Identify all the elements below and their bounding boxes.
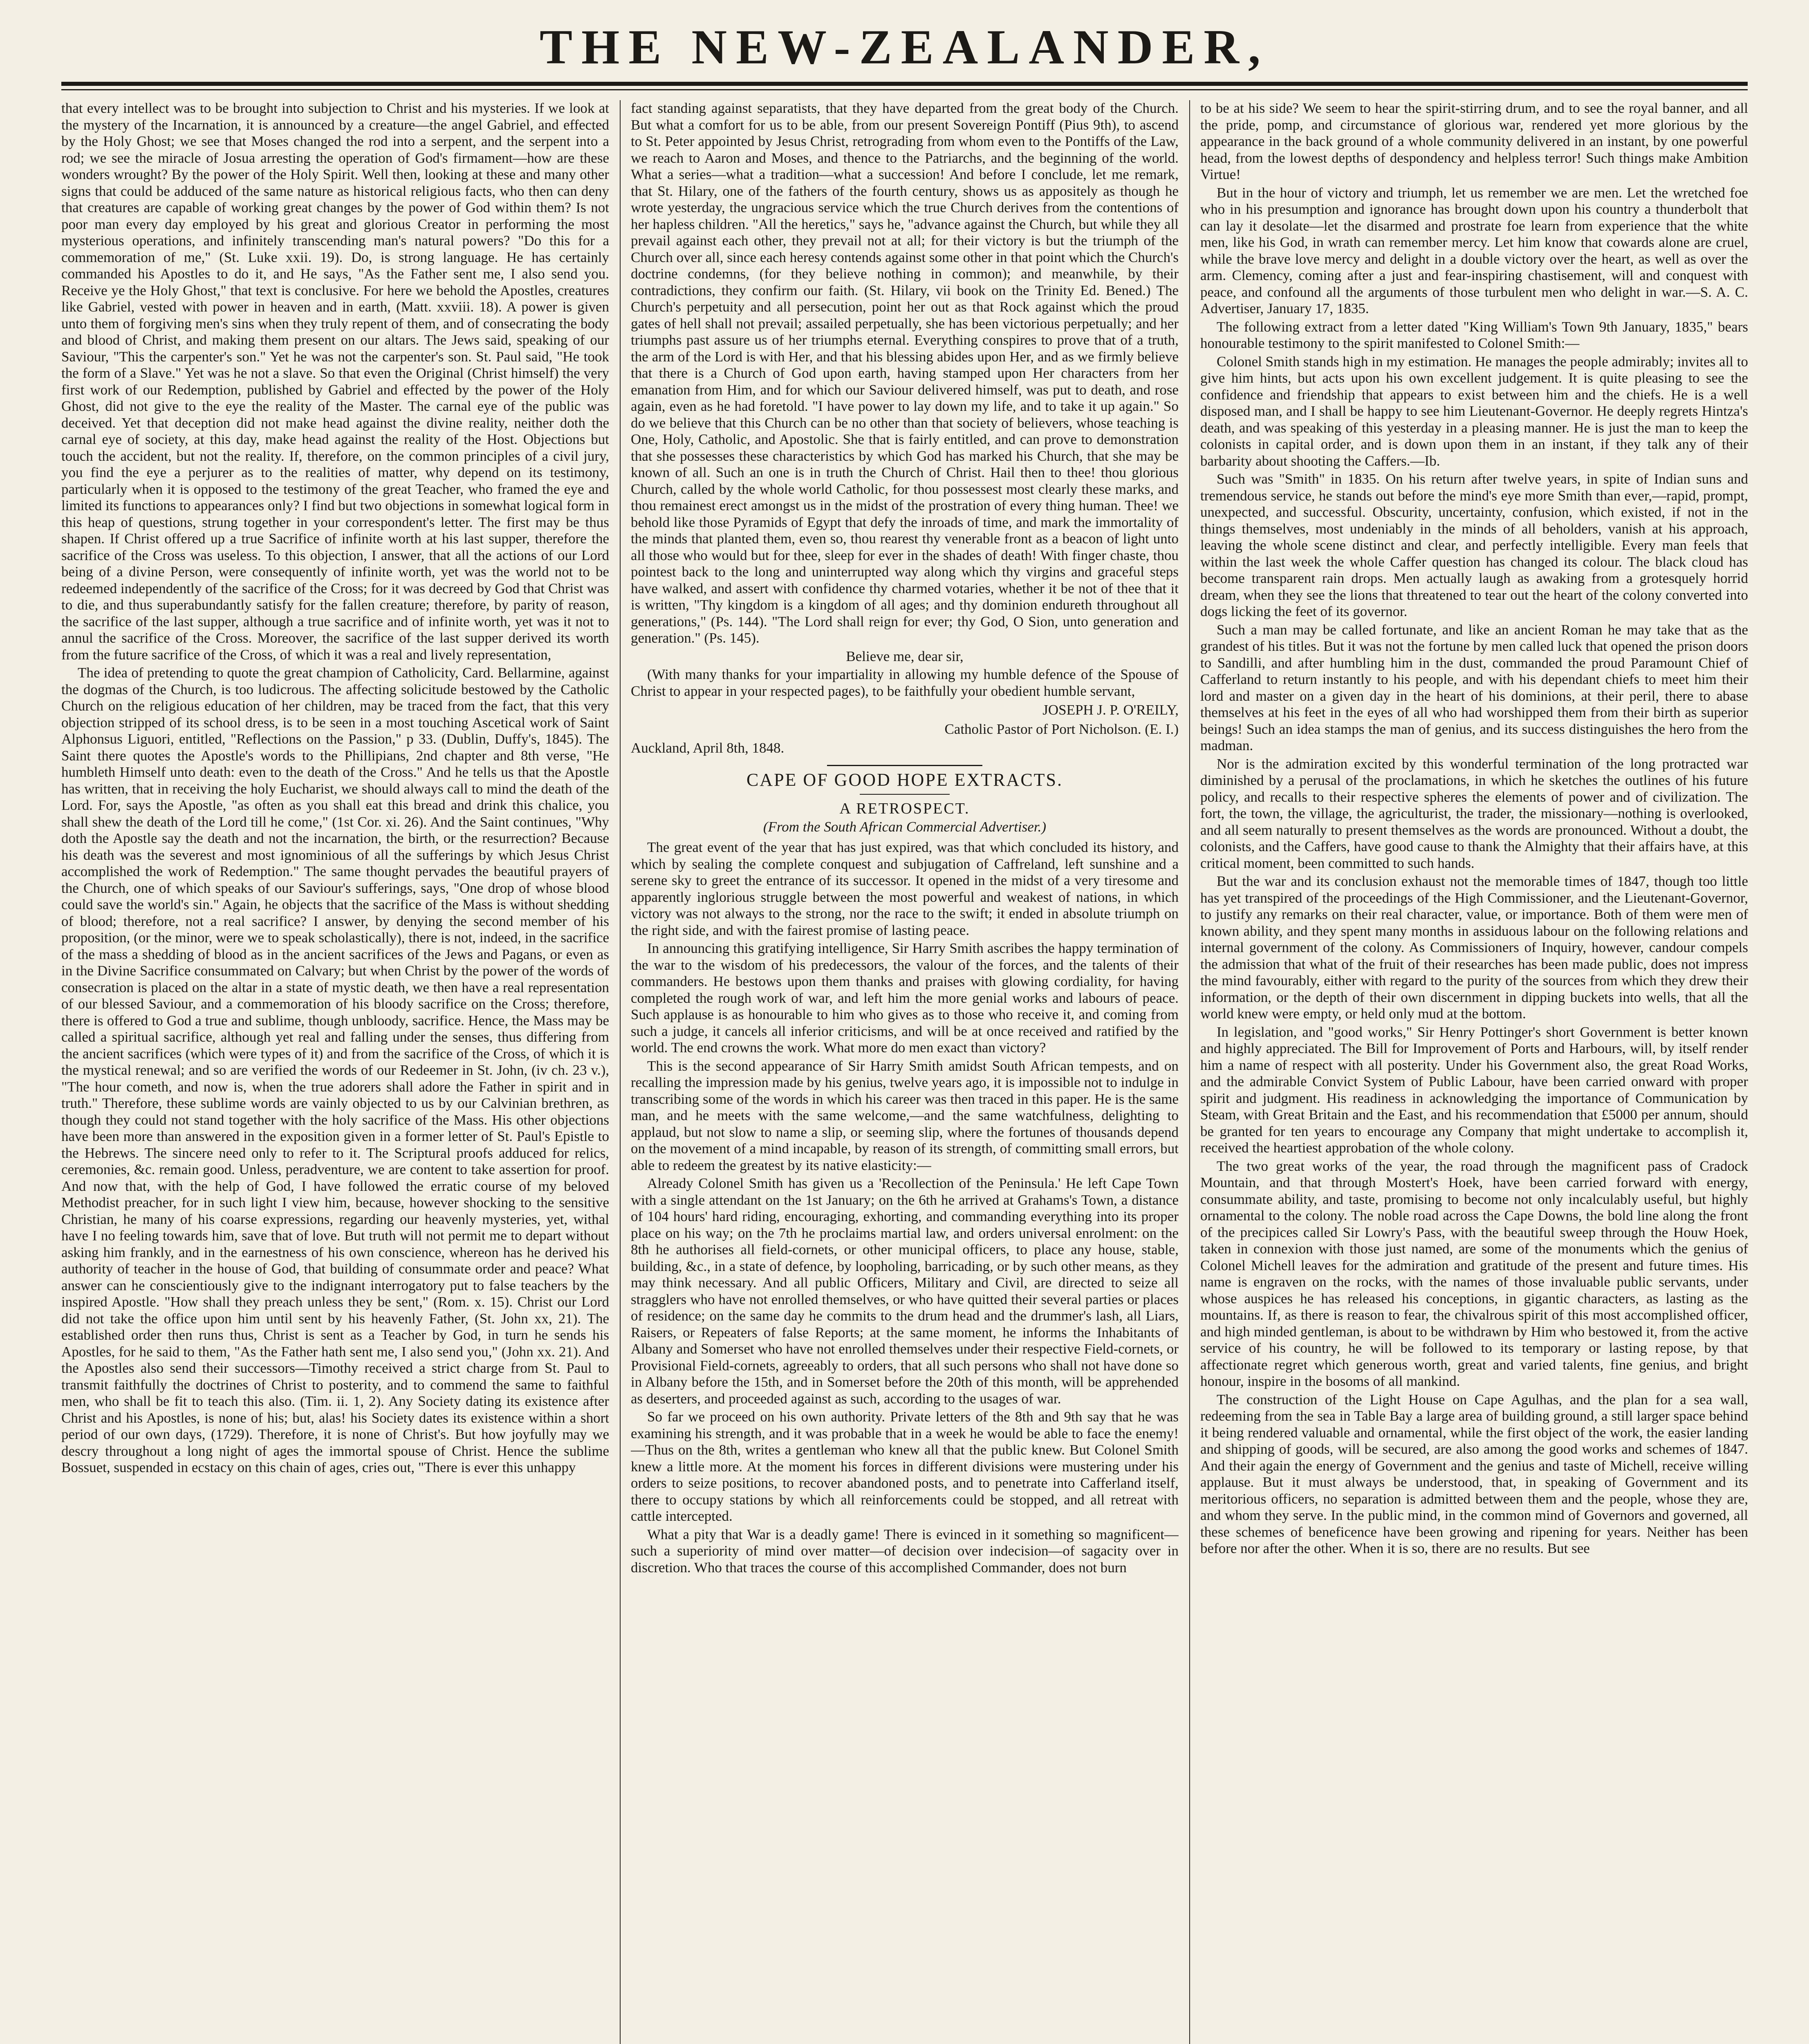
article-paragraph: This is the second appearance of Sir Harry Smith amidst South African tempests, and on recalling the impression made by his genius, twelve years ago, it is impossible not to indulge in transcribing some of the words in which his career was then traced in this paper. He is the same man, and he meets with the same welcome,—and the same watchfulness, delighting to applaud, but not slow to name a slip, or seeming slip, where the fortunes of thousands depend on the movement of a mind incapable, by reason of its strength, of committing small errors, but able to redeem the greatest by its native elasticity:—: [631, 1058, 1179, 1173]
article-paragraph: What a pity that War is a deadly game! There is evinced in it something so magnificent—such a superiority of mind over matter—of decision over indecision—of sagacity over in discretion. Who that traces the course of this accomplished Commander, does not burn: [631, 1526, 1179, 1576]
article-paragraph: The two great works of the year, the road through the magnificent pass of Cradock Mountain, and that through Mostert's Hoek, have been carried forward with energy, consummate ability, and taste, promising to become not only incalculably useful, but highly ornamental to the colony. The noble road across the Cape Downs, the bold line along the front of the precipices called Sir Lowry's Pass, with the beautiful sweep through the Houw Hoek, taken in connexion with those just named, are some of the monuments which the genius of Colonel Michell leaves for the admiration and gratitude of the present and future times. His name is engraven on the rocks, with the names of those invaluable public servants, under whose auspices he has released his conceptions, in gigantic characters, as lasting as the mountains. If, as there is reason to fear, the chivalrous spirit of this most accomplished officer, and high minded gentleman, is about to be withdrawn by Him who bestowed it, from the active service of his country, he will be followed to its temporary or lasting repose, by that affectionate regret which generous worth, great and varied talents, fine genius, and bright honour, inspire in the bosoms of all mankind.: [1200, 1158, 1748, 1389]
column-divider: [620, 100, 621, 2044]
letter-paragraph: fact standing against separatists, that they have departed from the great body of the Church. But what a comfort for us to be able, from our present Sovereign Pontiff (Pius 9th), to ascend to St. Peter appointed by Jesus Christ, retrograding from whom even to the Pontiffs of the Law, we reach to Aaron and Moses, and thence to the Patriarchs, and the beginning of the world. What a series—what a tradition—what a succession! And before I conclude, let me remark, that St. Hilary, one of the fathers of the fourth century, shows us as appositely as though he wrote yesterday, the ungracious service which the true Church derives from the contentions of her hapless children. "All the heretics," says he, "advance against the Church, but while they all prevail against each other, they prevail not at all; for their victory is but the triumph of the Church over all, since each heresy contends against some other in that point which the Church's doctrine condemns, (for they believe nothing in common); and meanwhile, by their contradictions, they confirm our faith. (St. Hilary, vii book on the Trinity Ed. Bened.) The Church's perpetuity and all persecution, point her out as that Rock against which the proud gates of hell shall not prevail; assailed perpetually, she has been victorious perpetually; and her triumphs past assure us of her triumphs eternal. Everything conspires to prove that of a truth, the arm of the Lord is with Her, and that his blessing abides upon Her, and as we firmly believe that there is a Church of God upon earth, having stamped upon Her characters from her emanation from Him, and for which our Saviour delivered himself, was put to death, and rose again, even as he had foretold. "I have power to lay down my life, and to take it up again." So do we believe that this Church can be no other than that society of believers, whose teaching is One, Holy, Catholic, and Apostolic. She that is fairly entitled, and can prove to demonstration that she possesses these characteristics by which God has marked his Church, that she may be known of all. Such an one is in truth the Church of Christ. Hail then to thee! thou glorious Church, called by the whole world Catholic, for thou possessest most clearly these marks, and thou remainest erect amongst us in the midst of the prostration of every thing human. Thee! we behold like those Pyramids of Egypt that defy the inroads of time, and mark the immortality of the minds that planted them, even so, thou rearest thy venerable front as a beacon of light unto all those who would but for thee, sleep for ever in the shades of death! With finger chaste, thou pointest back to the long and uninterrupted way along which thy virgins and graceful steps have walked, and assert with confidence thy charmed votaries, whether it be not of thee that it is written, "Thy kingdom is a kingdom of all ages; and thy dominion endureth throughout all generations," (Ps. 144). "The Lord shall reign for ever; thy God, O Sion, unto generation and generation." (Ps. 145).: [631, 100, 1179, 646]
article-paragraph: The great event of the year that has just expired, was that which concluded its history, and which by sealing the complete conquest and subjugation of Caffreland, left sunshine and a serene sky to greet the entrance of its successor. It opened in the midst of a very tiresome and apparently inglorious struggle between the most powerful and weakest of nations, in which victory was not always to the strong, nor the race to the swift; it ended in absolute triumph on the right side, and with the fairest promise of lasting peace.: [631, 839, 1179, 938]
letter-closing: Believe me, dear sir,: [846, 648, 964, 664]
column-1: [61, 100, 609, 2044]
article-paragraph: Already Colonel Smith has given us a 'Recollection of the Peninsula.' He left Cape Town with a single attendant on the 1st January; on the 6th he arrived at Grahams's Town, a distance of 104 hours' hard riding, encouraging, exhorting, and commanding everything into its proper place on his way; on the 7th he proclaims martial law, and orders universal enrolment: on the 8th he authorises all field-cornets, or other municipal officers, to place any house, stable, building, &c., in a state of defence, by loopholing, barricading, or by such other means, as they may think necessary. And all public Officers, Military and Civil, are directed to seize all stragglers who have not enrolled themselves, or who have quitted their several parties or places of residence; on the same day he commits to the drum head and the drummer's lash, all Liars, Raisers, or Repeaters of false Reports; at the same moment, he informs the Inhabitants of Albany and Somerset who have not enrolled themselves under their respective Field-cornets, or Provisional Field-cornets, agreeably to orders, that all such persons who shall not have done so in Albany before the 15th, and in Somerset before the 20th of this month, will be apprehended as deserters, and proceeded against as such, according to the usages of war.: [631, 1175, 1179, 1407]
masthead-rule-thin: [61, 89, 1748, 90]
letter-closing-paragraph: (With many thanks for your impartiality in allowing my humble defence of the Spouse of Christ to appear in your respected pages), to be faithfully your obedient humble servant,: [631, 666, 1179, 699]
heading-separator: [860, 794, 950, 795]
signature-place-date: Auckland, April 8th, 1848.: [631, 740, 785, 756]
masthead-rule-thick: [61, 82, 1748, 86]
column-3: [1200, 100, 1748, 2044]
article-paragraph: Nor is the admiration excited by this wonderful termination of the long protracted war diminished by a perusal of the proclamations, in which he sketches the outlines of his future policy, and recalls to their respective spheres the elements of power and of civilization. The fort, the town, the village, the agriculturist, the trader, the missionary—nothing is overlooked, and all seem naturally to present themselves as the words are pronounced. Without a doubt, the colonists, and the Caffers, have good cause to thank the Almighty that their affairs have, at this critical moment, been committed to such hands.: [1200, 755, 1748, 871]
article-heading: A RETROSPECT.: [839, 800, 970, 817]
signature-name: JOSEPH J. P. O'REILY,: [1042, 702, 1179, 718]
article-paragraph: Colonel Smith stands high in my estimation. He manages the people admirably; invites all to give him hints, but acts upon his own excellent judgement. It is quite pleasing to see the confidence and friendship that appears to exist between him and the chiefs. He is a well disposed man, and I shall be happy to see him Lieutenant-Governor. He deeply regrets Hintza's death, and was speaking of this yesterday in a pleasing manner. He is just the man to keep the colonists in capital order, and is down upon them in an instant, if they talk any of their barbarity about shooting the Caffers.—Ib.: [1200, 353, 1748, 469]
article-source: (From the South African Commercial Advertiser.): [763, 818, 1047, 835]
article-paragraph: The following extract from a letter dated "King William's Town 9th January, 1835," bears honourable testimony to the spirit manifested to Colonel Smith:—: [1200, 318, 1748, 351]
section-separator: [827, 765, 982, 766]
letter-paragraph: The idea of pretending to quote the great champion of Catholicity, Card. Bellarmine, against the dogmas of the Church, is too ludicrous. The affecting solicitude bestowed by the Catholic Church on the religious education of her children, may be traced from the fact, that this very objection stripped of its school dress, is to be seen in a most touching Ascetical work of Saint Alphonsus Liguori, entitled, "Reflections on the Passion," p 33. (Dublin, Duffy's, 1845). The Saint there quotes the Apostle's words to the Phillipians, 2nd chapter and 8th verse, "He humbleth Himself unto death: even to the death of the Cross." And he tells us that the Apostle has written, that in receiving the holy Eucharist, we should always call to mind the death of the Lord. For, says the Apostle, "as often as you shall eat this bread and drink this chalice, you shall shew the death of the Lord till he come," (1st Cor. xi. 26). And the Saint continues, "Why doth the Apostle say the death and not the incarnation, the birth, or the resurrection? Because his death was the severest and most ignominious of all the sufferings by which Jesus Christ accomplished the work of Redemption." The same thought pervades the beautiful prayers of the Church, one of which speaks of our Saviour's sufferings, says, "One drop of whose blood could save the world's sin." Again, he objects that the sacrifice of the Mass is without shedding of blood; therefore, not a real sacrifice? I answer, by denying the second member of his proposition, (or the minor, were we to speak scholastically), there is not, indeed, in the sacrifice of the mass a shedding of blood as in the ancient sacrifices of the Jews and Pagans, or even as in the Divine Sacrifice consummated on Calvary; but when Christ by the power of the words of consecration is placed on the altar in a state of mystic death, we then have a real representation of our blessed Saviour, and a commemoration of his bloody sacrifice on the Cross; therefore, there is offered to God a true and sublime, though unbloody, sacrifice. Hence, the Mass may be called a spiritual sacrifice, although yet real and falling under the senses, thus differing from the ancient sacrifices (which were types of it) and from the sacrifice of the Cross, of which it is the mystical renewal; and so are verified the words of our Redeemer in St. John, (iv ch. 23 v.), "The hour cometh, and now is, when the true adorers shall adore the Father in spirit and in truth." Therefore, these sublime words are vainly objected to us by our Calvinian brethren, as though they could not stand together with the holy sacrifice of the Mass. His other objections have been more than answered in the exposition given in a former letter of St. Paul's Epistle to the Hebrews. The sincere need only to refer to it. The Scriptural proofs adduced for relics, ceremonies, &c. remain good. Unless, peradventure, we are content to take assertion for proof. And now that, with the help of God, I have followed the erratic course of my beloved Methodist preacher, for in such light I view him, because, however shocking to the sensitive Christian, he many of his coarse expressions, regarding our heavenly mysteries, yet, withal have I no feeling towards him, save that of love. But truth will not permit me to depart without asking him frankly, and in the earnestness of his own conscience, whereon has he derived his authority of teacher in the house of God, that building of consummate order and peace? What answer can he conscientiously give to the indignant interrogatory put to false teachers by the inspired Apostle. "How shall they preach unless they be sent," (Rom. x. 15). Christ our Lord did not take the office upon him until sent by his heavenly Father, (St. John xx, 21). The established order then runs thus, Christ is sent as a Teacher by God, in turn he sends his Apostles, for he said to them, "As the Father hath sent me, I also send you," (John xx. 21). And the Apostles also send their successors—Timothy received a strict charge from St. Paul to transmit faithfully the doctrines of Christ to posterity, and to commend the same to faithful men, who shall be fit to teach this also. (Tim. ii. 1, 2). Any Society dating its existence after Christ and his Apostles, is none of his; but, alas! his Society dates its existence within a short period of our own days, (1729). Therefore, it is none of Christ's. But how joyfully may we descry throughout a long night of ages the immortal spouse of Christ. Hence the sublime Bossuet, suspended in ecstacy on this chain of ages, cries out, "There is ever this unhappy: [61, 665, 609, 1475]
article-paragraph: In announcing this gratifying intelligence, Sir Harry Smith ascribes the happy termination of the war to the wisdom of his predecessors, the valour of the forces, and the talents of their commanders. He bestows upon them thanks and praises with glowing cordiality, for having completed the rough work of war, and left him the more genial works and labours of peace. Such applause is as honourable to him who gives as to those who receive it, and coming from such a judge, it cancels all inferior criticisms, and will be at once received and ratified by the world. The end crowns the work. What more do men exact than victory?: [631, 940, 1179, 1056]
article-paragraph: In legislation, and "good works," Sir Henry Pottinger's short Government is better known and highly appreciated. The Bill for Improvement of Ports and Harbours, will, by itself render him a name of respect with all posterity. Under his Government also, the great Road Works, and the admirable Convict System of Public Labour, have been carried onward with proper spirit and judgment. His readiness in acknowledging the importance of Communication by Steam, with Great Britain and the East, and his recommendation that £5000 per annum, should be granted for ten years to encourage any Company that might undertake to accomplish it, received the heartiest approbation of the whole colony.: [1200, 1024, 1748, 1156]
article-paragraph: So far we proceed on his own authority. Private letters of the 8th and 9th say that he was examining his strength, and it was probable that in a week he would be able to face the enemy!—Thus on the 8th, writes a gentleman who knew all that the public knew. But Colonel Smith knew a little more. At the moment his forces in different divisions were mustering under his orders to seize positions, to recover abandoned posts, and to penetrate into Cafferland itself, there to occupy stations by which all reinforcements could be stopped, and all retreat with cattle intercepted.: [631, 1409, 1179, 1524]
letter-paragraph: that every intellect was to be brought into subjection to Christ and his mysteries. If we look at the mystery of the Incarnation, it is announced by a creature—the angel Gabriel, and effected by the Holy Ghost; we see that Moses changed the rod into a serpent, and the serpent into a rod; we see the miracle of Josua arresting the operation of God's firmament—how are these wonders wrought? By the power of the Holy Spirit. Well then, looking at these and many other signs that could be adduced of the same nature as historical religious facts, who then can deny that creatures are capable of working great changes by the power of God within them? Is not poor man every day employed by his great and glorious Creator in performing the most mysterious operations, and infinitely transcending man's natural powers? "Do this for a commemoration of me," (St. Luke xxii. 19). Do, is strong language. He has certainly commanded his Apostles to do it, and He says, "As the Father sent me, I also send you. Receive ye the Holy Ghost," that text is conclusive. For here we behold the Apostles, creatures like Gabriel, vested with power in heaven and in earth, (Matt. xxviii. 18). A power is given unto them of forgiving men's sins when they truly repent of them, and of consecrating the body and blood of Christ, and making them present on our altars. The Jews said, speaking of our Saviour, "This the carpenter's son." Yet he was not the carpenter's son. St. Paul said, "He took the form of a Slave." Yet was he not a slave. So that even the Original (Christ himself) the very first work of our Redemption, published by Gabriel and effected by the power of the Holy Ghost, did not give to the eye the reality of the Master. The carnal eye of the public was deceived. Yet that deception did not make head against the divine reality, neither doth the carnal eye of society, at this day, make head against the reality of the Host. Objections but touch the accident, but not the reality. If, therefore, on the common principles of a civil jury, you find the eye a perjurer as to the realities of matter, why depend on its testimony, particularly when it is opposed to the testimony of the great Teacher, who framed the eye and limited its functions to appearances only? I find but two objections in somewhat logical form in this heap of questions, strung together in your correspondent's letter. The first may be thus shapen. If Christ offered up a true Sacrifice of infinite worth at his last supper, therefore the sacrifice of the Cross was useless. To this objection, I answer, that all the actions of our Lord being of a divine Person, were consequently of infinite worth, yet was the world not to be redeemed independently of the sacrifice of the Cross; for it was decreed by God that Christ was to die, and thus superabundantly satisfy for the fallen creature; therefore, by parity of reason, the sacrifice of the last supper, although a true sacrifice and of infinite worth, yet was it not to annul the sacrifice of the Cross. Moreover, the sacrifice of the last supper derived its worth from the future sacrifice of the Cross, of which it was a real and lively representation,: [61, 100, 609, 663]
signature-title: Catholic Pastor of Port Nicholson. (E. I.): [944, 721, 1179, 737]
column-2: [631, 100, 1179, 2044]
column-divider: [1189, 100, 1190, 2044]
article-paragraph: Such was "Smith" in 1835. On his return after twelve years, in spite of Indian suns and tremendous service, he stands out before the mind's eye more Smith than ever,—rapid, prompt, unexpected, and successful. Obscurity, uncertainty, confusion, which existed, if not in the things themselves, most undeniably in the minds of all beholders, vanish at his approach, leaving the whole scene distinct and clear, and perfectly intelligible. Every man feels that within the last week the whole Caffer question has changed its colour. The black cloud has become transparent rain drops. Men actually laugh as awaking from a grotesquely horrid dream, when they see the lions that threatened to tear out the heart of the colony converted into dogs licking the feet of its governor.: [1200, 471, 1748, 619]
article-paragraph: to be at his side? We seem to hear the spirit-stirring drum, and to see the royal banner, and all the pride, pomp, and circumstance of glorious war, rendered yet more glorious by the appearance in the back ground of a whole community delivered in an instant, by one powerful head, from the lowest depths of despondency and helpless terror! Such things make Ambition Virtue!: [1200, 100, 1748, 182]
article-paragraph: But the war and its conclusion exhaust not the memorable times of 1847, though too little has yet transpired of the proceedings of the High Commissioner, and the Lieutenant-Governor, to justify any remarks on their real character, value, or importance. Both of them were men of known ability, and they spent many months in assiduous labour on the following relations and internal government of the colony. As Commissioners of Inquiry, however, candour compels the admission that what of the fruit of their researches has been made public, does not impress the mind favourably, either with regard to the purity of the sources from which they drew their information, or the depth of their own discernment in dipping buckets into wells, that all the world knew were empty, or held only mud at the bottom.: [1200, 873, 1748, 1022]
article-paragraph: But in the hour of victory and triumph, let us remember we are men. Let the wretched foe who in his presumption and ignorance has brought down upon his country a thunderbolt that can lay it desolate—let the disarmed and prostrate foe learn from experience that the white men, like his God, in wrath can remember mercy. Let him know that cowards alone are cruel, while the brave love mercy and delight in a double victory over the heart, as well as over the arm. Clemency, coming after a just and fear-inspiring chastisement, will and conquest with peace, and confound all the arguments of those turbulent men who delight in war.—S. A. C. Advertiser, January 17, 1835.: [1200, 184, 1748, 316]
article-paragraph: Such a man may be called fortunate, and like an ancient Roman he may take that as the grandest of his titles. But it was not the fortune by men called luck that opened the prison doors to Sandilli, and after humbling him in the dust, commanded the proud Paramount Chief of Cafferland to return instantly to his people, and with his dependant chiefs to meet him their lord and master on a given day in the heart of his dominions, at their peril, there to abase themselves at his feet in the eyes of all who had worshipped them from their birth as superior beings! Such an idea stamps the man of genius, and its success distinguishes the hero from the madman.: [1200, 621, 1748, 753]
section-heading: CAPE OF GOOD HOPE EXTRACTS.: [746, 769, 1063, 790]
article-paragraph: The construction of the Light House on Cape Agulhas, and the plan for a sea wall, redeeming from the sea in Table Bay a large area of building ground, a still larger space behind it being rendered valuable and ornamental, while the first object of the work, the easier landing and shipping of goods, will be secured, are also among the good works and schemes of 1847. And their again the energy of Government and the genius and taste of Michell, receive willing applause. But it must always be understood, that, in speaking of Government and its meritorious officers, no separation is admitted between them and the people, whose they are, and whom they serve. In the public mind, in the common mind of Governors and governed, all these schemes of beneficence have been growing and ripening for years. Neither has been before nor after the other. When it is so, there are no results. But see: [1200, 1391, 1748, 1556]
masthead-title: THE NEW-ZEALANDER,: [539, 20, 1270, 74]
